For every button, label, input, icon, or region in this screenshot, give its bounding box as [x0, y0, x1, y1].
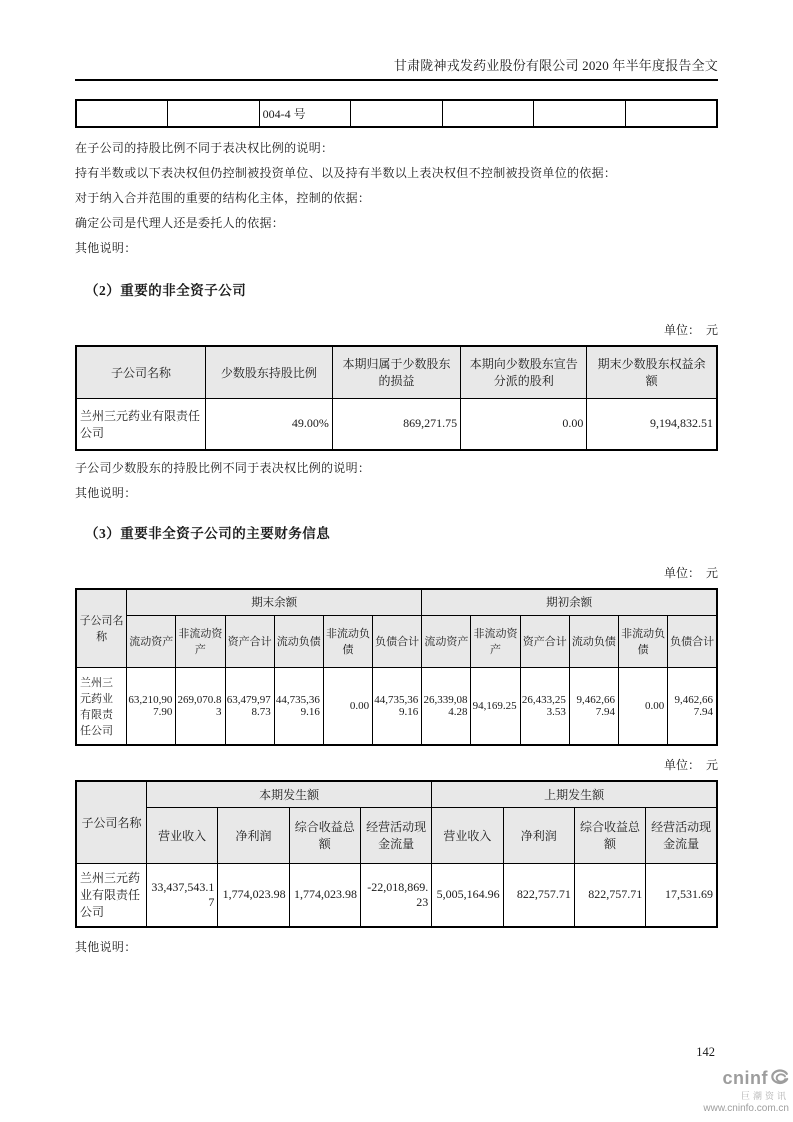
- table-cell-value: 17,531.69: [646, 863, 717, 927]
- column-header: 非流动负债: [619, 615, 668, 667]
- table-cell-value: 33,437,543.17: [147, 863, 218, 927]
- column-header: 净利润: [503, 807, 574, 863]
- table-row: [76, 398, 717, 450]
- header-rule: [75, 79, 718, 81]
- column-header: 经营活动现金流量: [360, 807, 431, 863]
- column-header: 营业收入: [432, 807, 503, 863]
- table-cell-value: 0.00: [461, 398, 587, 450]
- column-header: 营业收入: [147, 807, 218, 863]
- cninfo-logo-caption: 巨潮资讯: [740, 1091, 789, 1102]
- notes-top: [75, 140, 718, 256]
- unit-label: 单位： 元: [663, 566, 718, 580]
- note-line: 持有半数或以下表决权但仍控制被投资单位、以及持有半数以上表决权但不控制被投资单位的依据：: [75, 166, 617, 180]
- table-cell: [534, 100, 626, 127]
- table-subheader-row: [76, 615, 717, 667]
- column-header: 负债合计: [668, 615, 717, 667]
- table-cell: [76, 100, 168, 127]
- cninfo-logo: [703, 1068, 789, 1114]
- column-header: 流动资产: [422, 615, 471, 667]
- column-header: 综合收益总额: [289, 807, 360, 863]
- group-header-current: 本期发生额: [147, 781, 432, 807]
- column-header: 经营活动现金流量: [646, 807, 717, 863]
- table-cell-value: 5,005,164.96: [432, 863, 503, 927]
- table-cell-value: 822,757.71: [574, 863, 645, 927]
- column-header: 少数股东持股比例: [205, 346, 332, 398]
- note-line: 其他说明：: [75, 241, 137, 255]
- section2-heading: （2）重要的非全资子公司: [85, 283, 247, 298]
- column-header: 流动负债: [274, 615, 323, 667]
- table-row: [76, 863, 717, 927]
- table-cell: [168, 100, 260, 127]
- column-header: 流动负债: [569, 615, 618, 667]
- column-header: 本期归属于少数股东的损益: [332, 346, 460, 398]
- unit-label: 单位： 元: [663, 323, 718, 337]
- subsidiary-name: 兰州三元药业有限责任公司: [76, 398, 205, 450]
- document-header-title: 甘肃陇神戎发药业股份有限公司 2020 年半年度报告全文: [393, 58, 718, 73]
- column-header: 非流动资产: [176, 615, 225, 667]
- table-cell: [442, 100, 534, 127]
- table-cell-value: 1,774,023.98: [289, 863, 360, 927]
- table-cell-value: 0.00: [323, 667, 372, 745]
- column-header: 非流动资产: [471, 615, 520, 667]
- income-table: [75, 780, 718, 928]
- note-line: 对于纳入合并范围的重要的结构化主体，控制的依据：: [75, 191, 371, 205]
- table-cell-value: 26,339,084.28: [422, 667, 471, 745]
- note-line: 在子公司的持股比例不同于表决权比例的说明：: [75, 141, 334, 155]
- table-cell-value: 44,735,369.16: [274, 667, 323, 745]
- subsidiary-name: 兰州三元药业有限责任公司: [76, 863, 147, 927]
- table-cell-value: 63,210,907.90: [127, 667, 176, 745]
- continuation-table: [75, 99, 718, 128]
- minority-subsidiary-table: [75, 345, 718, 451]
- group-header-beginning: 期初余额: [422, 589, 717, 615]
- column-header: 资产合计: [520, 615, 569, 667]
- page-number: 142: [696, 1045, 715, 1059]
- table-subheader-row: [76, 807, 717, 863]
- notes-section3: [75, 939, 718, 955]
- note-line: 确定公司是代理人还是委托人的依据：: [75, 216, 285, 230]
- table-cell-value: 9,462,667.94: [569, 667, 618, 745]
- section3-heading: （3）重要非全资子公司的主要财务信息: [85, 526, 331, 541]
- column-header: 综合收益总额: [574, 807, 645, 863]
- table-group-header-row: [76, 781, 717, 807]
- column-header: 资产合计: [225, 615, 274, 667]
- column-header: 子公司名称: [76, 346, 205, 398]
- balance-table: [75, 588, 718, 746]
- cninfo-logo-text: cninf: [722, 1068, 768, 1089]
- table-cell: [351, 100, 443, 127]
- note-line: 子公司少数股东的持股比例不同于表决权比例的说明：: [75, 461, 371, 475]
- table-cell-value: 0.00: [619, 667, 668, 745]
- table-row: [76, 667, 717, 745]
- column-header: 净利润: [218, 807, 289, 863]
- subsidiary-name: 兰州三元药业有限责任公司: [76, 667, 127, 745]
- table-cell: 004-4 号: [259, 100, 351, 127]
- column-header: 流动资产: [127, 615, 176, 667]
- table-cell-value: -22,018,869.23: [360, 863, 431, 927]
- table-cell-value: 269,070.83: [176, 667, 225, 745]
- table-cell-value: 44,735,369.16: [373, 667, 422, 745]
- column-header: 期末少数股东权益余额: [587, 346, 717, 398]
- table-row: [76, 100, 717, 127]
- table-cell-value: 94,169.25: [471, 667, 520, 745]
- table-cell-value: 63,479,978.73: [225, 667, 274, 745]
- notes-section2: [75, 460, 718, 501]
- column-header: 负债合计: [373, 615, 422, 667]
- table-cell-value: 26,433,253.53: [520, 667, 569, 745]
- cninfo-logo-url: www.cninfo.com.cn: [703, 1103, 789, 1114]
- table-cell-value: 9,462,667.94: [668, 667, 717, 745]
- note-line: 其他说明：: [75, 940, 137, 954]
- corner-header: 子公司名称: [76, 781, 147, 863]
- cninfo-swirl-icon: [770, 1068, 789, 1092]
- group-header-prior: 上期发生额: [432, 781, 717, 807]
- group-header-ending: 期末余额: [127, 589, 422, 615]
- unit-label: 单位： 元: [663, 758, 718, 772]
- note-line: 其他说明：: [75, 486, 137, 500]
- table-cell-value: 822,757.71: [503, 863, 574, 927]
- column-header: 非流动负债: [323, 615, 372, 667]
- table-cell-value: 49.00%: [205, 398, 332, 450]
- corner-header: 子公司名称: [76, 589, 127, 667]
- table-cell: [625, 100, 717, 127]
- table-cell-value: 1,774,023.98: [218, 863, 289, 927]
- column-header: 本期向少数股东宣告分派的股利: [461, 346, 587, 398]
- table-cell-value: 9,194,832.51: [587, 398, 717, 450]
- table-group-header-row: [76, 589, 717, 615]
- table-header-row: [76, 346, 717, 398]
- table-cell-value: 869,271.75: [332, 398, 460, 450]
